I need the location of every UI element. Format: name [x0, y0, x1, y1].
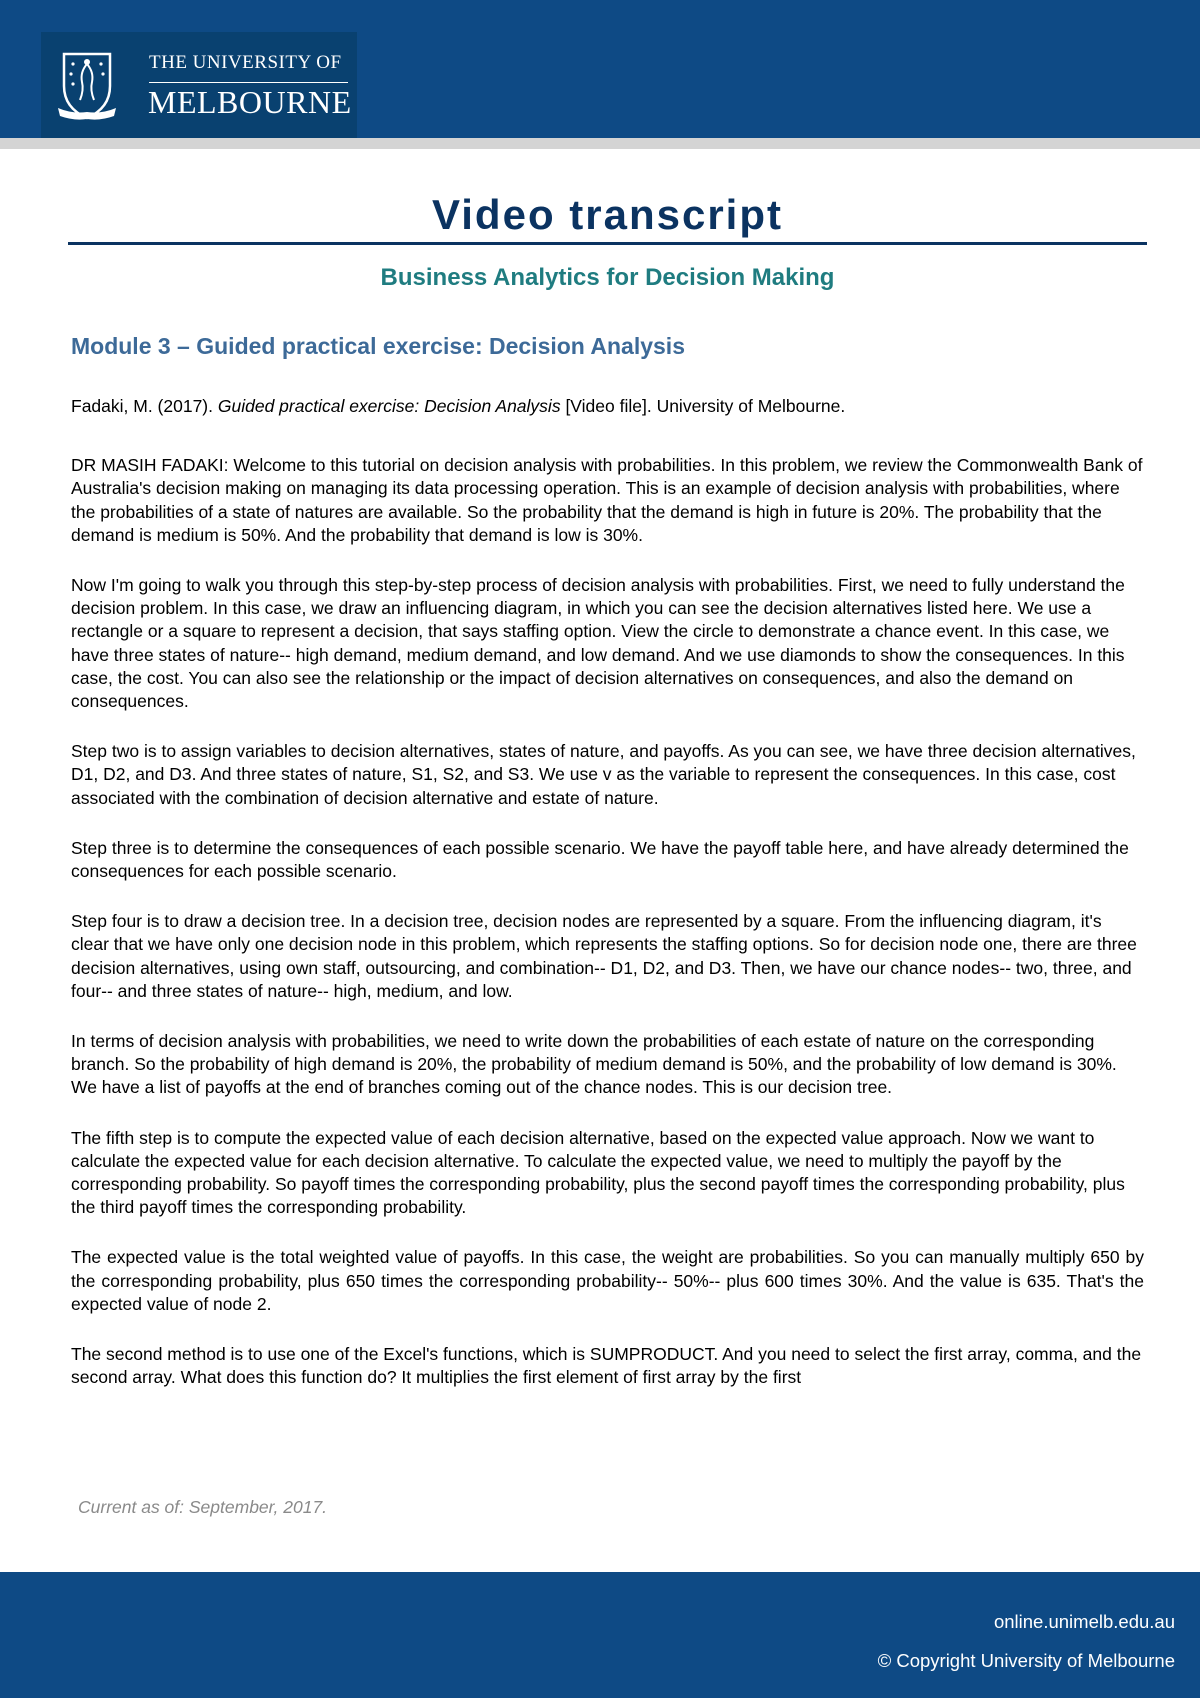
citation-author: Fadaki, M. (2017). — [71, 396, 218, 416]
university-crest-icon — [58, 50, 116, 122]
transcript-paragraph: DR MASIH FADAKI: Welcome to this tutorial on decision analysis with probabilities. In this problem, we review the Commonwealth Bank of Australia's decision making on managing its data processing operation. This is an example of decision analysis with probabilities, where the probabilities of a state of natures are available. So the probability that the demand is high in future is 20%. The probability that the demand is medium is 50%. And the probability that demand is low is 30%. — [71, 455, 1143, 545]
footer-website-link[interactable]: online.unimelb.edu.au — [993, 1611, 1175, 1632]
header-band — [0, 0, 1200, 138]
transcript-body — [71, 395, 1144, 1417]
title-underline — [68, 242, 1147, 245]
module-title: Module 3 – Guided practical exercise: Decision Analysis — [71, 333, 685, 359]
transcript-paragraph: The second method is to use one of the Excel's functions, which is SUMPRODUCT. And you need to select the first array, comma, and the second array. What does this function do? It multiplies the first element of first array by the first — [71, 1344, 1142, 1388]
transcript-paragraph: The expected value is the total weighted value of payoffs. In this case, the weight are probabilities. So you can manually multiply 650 by the corresponding probability, plus 650 times the corresponding probability-- 50%-- plus 600 times 30%. And the value is 635. That's the expected value of node 2. — [71, 1247, 1144, 1314]
transcript-paragraph: Step three is to determine the consequences of each possible scenario. We have the payoff table here, and have already determined the consequences for each possible scenario. — [71, 837, 1129, 882]
course-title: Business Analytics for Decision Making — [380, 264, 835, 291]
logo-text-line2: MELBOURNE — [148, 84, 352, 120]
document-title: Video transcript — [432, 191, 783, 238]
transcript-paragraph: Now I'm going to walk you through this step-by-step process of decision analysis with probabilities. First, we need to fully understand the decision problem. In this case, we draw an influencing diagram, in which you can see the decision alternatives listed here. We use a rectangle or a square to represent a decision, that says staffing option. View the circle to demonstrate a chance event. In this case, we have three states of nature-- high demand, medium demand, and low demand. And we use diamonds to show the consequences. In this case, the cost. You can also see the relationship or the impact of decision alternatives on consequences, and also the demand on consequences. — [71, 575, 1125, 712]
logo-divider — [149, 82, 348, 83]
transcript-paragraph: Step four is to draw a decision tree. In a decision tree, decision nodes are represented by a square. From the influencing diagram, it's clear that we have only one decision node in this problem, which represents the staffing options. So for decision node one, there are three decision alternatives, using own staff, outsourcing, and combination-- D1, D2, and D3. Then, we have our chance nodes-- two, three, and four-- and three states of nature-- high, medium, and low. — [71, 911, 1137, 1001]
citation-source: [Video file]. University of Melbourne. — [560, 396, 846, 416]
current-as-of-note: Current as of: September, 2017. — [78, 1497, 328, 1517]
citation-title: Guided practical exercise: Decision Analysis — [217, 396, 561, 416]
transcript-paragraph: The fifth step is to compute the expected value of each decision alternative, based on the expected value approach. Now we want to calculate the expected value for each decision alternative. To calculate the expected value, we need to multiply the payoff by the corresponding probability. So payoff times the corresponding probability, plus the second payoff times the corresponding probability, plus the third payoff times the corresponding probability. — [71, 1127, 1125, 1218]
citation — [71, 395, 1144, 418]
university-logo[interactable] — [41, 32, 357, 138]
logo-text-line1: THE UNIVERSITY OF — [149, 52, 342, 73]
header-divider — [0, 138, 1200, 149]
transcript-paragraph: Step two is to assign variables to decision alternatives, states of nature, and payoffs. As you can see, we have three decision alternatives, D1, D2, and D3. And three states of nature, S1, S2, and S3. We use v as the variable to represent the consequences. In this case, cost associated with the combination of decision alternative and estate of nature. — [71, 741, 1136, 808]
footer-band — [0, 1572, 1200, 1698]
footer-copyright: © Copyright University of Melbourne — [877, 1650, 1175, 1671]
transcript-paragraph: In terms of decision analysis with probabilities, we need to write down the probabilities of each estate of nature on the corresponding branch. So the probability of high demand is 20%, the probability of medium demand is 50%, and the probability of low demand is 30%. We have a list of payoffs at the end of branches coming out of the chance nodes. This is our decision tree. — [71, 1031, 1117, 1098]
